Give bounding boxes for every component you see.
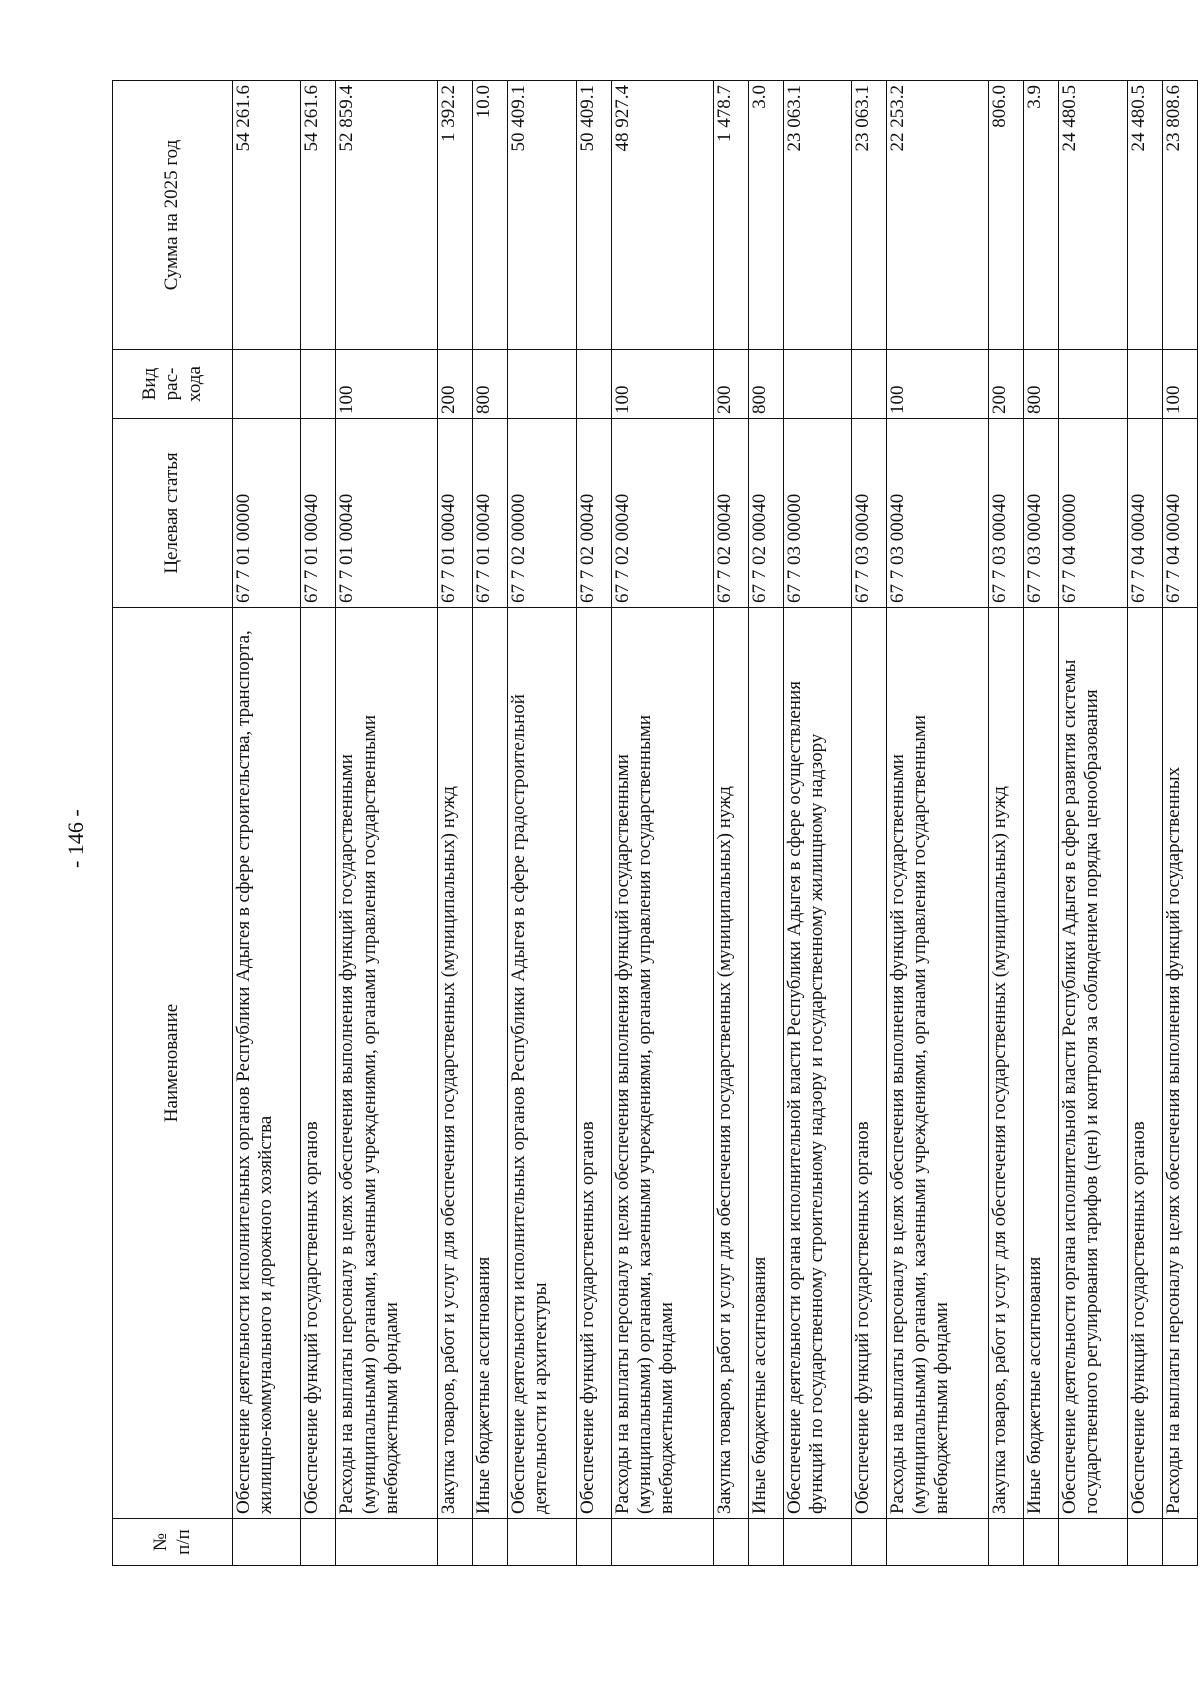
budget-table bbox=[112, 80, 1198, 1566]
header-name: Наименование bbox=[113, 608, 233, 1519]
row-sum-cell: 22 253.2 bbox=[887, 81, 989, 350]
row-kind-cell: 100 bbox=[1162, 350, 1197, 419]
row-name-cell: Обеспечение функций государственных органов bbox=[1127, 608, 1162, 1519]
row-name-cell: Иные бюджетные ассигнования bbox=[748, 608, 783, 1519]
row-target-cell: 67 7 02 00040 bbox=[576, 419, 611, 608]
row-target-cell: 67 7 03 00040 bbox=[1024, 419, 1059, 608]
row-kind-cell bbox=[783, 350, 851, 419]
row-kind-cell: 200 bbox=[713, 350, 748, 419]
row-number-cell bbox=[887, 1519, 989, 1566]
row-kind-cell: 800 bbox=[473, 350, 508, 419]
row-sum-cell: 48 927.4 bbox=[611, 81, 713, 350]
table-row bbox=[336, 81, 438, 1566]
table-row bbox=[1162, 81, 1197, 1566]
row-sum-cell: 50 409.1 bbox=[508, 81, 576, 350]
table-row bbox=[508, 81, 576, 1566]
row-kind-cell bbox=[1059, 350, 1127, 419]
table-row bbox=[1024, 81, 1059, 1566]
row-target-cell: 67 7 02 00000 bbox=[508, 419, 576, 608]
row-target-cell: 67 7 03 00000 bbox=[783, 419, 851, 608]
header-num: № п/п bbox=[113, 1519, 233, 1566]
row-number-cell bbox=[576, 1519, 611, 1566]
row-number-cell bbox=[233, 1519, 301, 1566]
row-sum-cell: 1 478.7 bbox=[713, 81, 748, 350]
row-sum-cell: 24 480.5 bbox=[1127, 81, 1162, 350]
table-row bbox=[576, 81, 611, 1566]
row-sum-cell: 52 859.4 bbox=[336, 81, 438, 350]
row-name-cell: Обеспечение деятельности органа исполнительной власти Республики Адыгея в сфере осуществления функций по государственному строительному надзору и государственному жилищному надзору bbox=[783, 608, 851, 1519]
row-number-cell bbox=[989, 1519, 1024, 1566]
row-kind-cell: 100 bbox=[336, 350, 438, 419]
table-row bbox=[887, 81, 989, 1566]
row-sum-cell: 23 808.6 bbox=[1162, 81, 1197, 350]
row-target-cell: 67 7 01 00040 bbox=[438, 419, 473, 608]
row-sum-cell: 1 392.2 bbox=[438, 81, 473, 350]
row-number-cell bbox=[852, 1519, 887, 1566]
row-name-cell: Обеспечение функций государственных органов bbox=[301, 608, 336, 1519]
table-row bbox=[301, 81, 336, 1566]
table-body bbox=[233, 81, 1198, 1566]
row-target-cell: 67 7 01 00000 bbox=[233, 419, 301, 608]
row-target-cell: 67 7 04 00040 bbox=[1127, 419, 1162, 608]
row-sum-cell: 23 063.1 bbox=[852, 81, 887, 350]
row-name-cell: Обеспечение функций государственных органов bbox=[576, 608, 611, 1519]
table-header-row bbox=[113, 81, 233, 1566]
row-number-cell bbox=[438, 1519, 473, 1566]
row-number-cell bbox=[1127, 1519, 1162, 1566]
table-row bbox=[473, 81, 508, 1566]
row-target-cell: 67 7 01 00040 bbox=[473, 419, 508, 608]
table-row bbox=[1059, 81, 1127, 1566]
row-name-cell: Закупка товаров, работ и услуг для обеспечения государственных (муниципальных) нужд bbox=[989, 608, 1024, 1519]
row-sum-cell: 10.0 bbox=[473, 81, 508, 350]
row-sum-cell: 24 480.5 bbox=[1059, 81, 1127, 350]
row-number-cell bbox=[301, 1519, 336, 1566]
row-target-cell: 67 7 02 00040 bbox=[611, 419, 713, 608]
row-kind-cell: 100 bbox=[887, 350, 989, 419]
row-number-cell bbox=[1162, 1519, 1197, 1566]
row-target-cell: 67 7 02 00040 bbox=[748, 419, 783, 608]
row-number-cell bbox=[783, 1519, 851, 1566]
row-name-cell: Иные бюджетные ассигнования bbox=[1024, 608, 1059, 1519]
row-sum-cell: 3.0 bbox=[748, 81, 783, 350]
row-sum-cell: 23 063.1 bbox=[783, 81, 851, 350]
row-number-cell bbox=[748, 1519, 783, 1566]
header-kind: Вид рас-хода bbox=[113, 350, 233, 419]
row-number-cell bbox=[1024, 1519, 1059, 1566]
row-kind-cell: 100 bbox=[611, 350, 713, 419]
row-sum-cell: 54 261.6 bbox=[301, 81, 336, 350]
row-name-cell: Иные бюджетные ассигнования bbox=[473, 608, 508, 1519]
row-number-cell bbox=[473, 1519, 508, 1566]
table-row bbox=[713, 81, 748, 1566]
row-kind-cell: 200 bbox=[438, 350, 473, 419]
row-name-cell: Обеспечение деятельности исполнительных органов Республики Адыгея в сфере градостроительной деятельности и архитектуры bbox=[508, 608, 576, 1519]
row-name-cell: Обеспечение деятельности исполнительных органов Республики Адыгея в сфере строительства, транспорта, жилищно-коммунального и дорожного хозяйства bbox=[233, 608, 301, 1519]
row-sum-cell: 54 261.6 bbox=[233, 81, 301, 350]
row-name-cell: Расходы на выплаты персоналу в целях обеспечения выполнения функций государственных bbox=[1162, 608, 1197, 1519]
row-kind-cell bbox=[301, 350, 336, 419]
row-target-cell: 67 7 03 00040 bbox=[887, 419, 989, 608]
header-sum: Сумма на 2025 год bbox=[113, 81, 233, 350]
row-name-cell: Расходы на выплаты персоналу в целях обеспечения выполнения функций государственными (муниципальными) органами, казенными учреждениями, органами управления государственными внебюджетными фондами bbox=[887, 608, 989, 1519]
row-kind-cell bbox=[233, 350, 301, 419]
row-kind-cell: 800 bbox=[748, 350, 783, 419]
row-number-cell bbox=[611, 1519, 713, 1566]
row-target-cell: 67 7 01 00040 bbox=[301, 419, 336, 608]
row-name-cell: Обеспечение функций государственных органов bbox=[852, 608, 887, 1519]
row-target-cell: 67 7 03 00040 bbox=[989, 419, 1024, 608]
header-target: Целевая статья bbox=[113, 419, 233, 608]
table-row bbox=[989, 81, 1024, 1566]
row-kind-cell bbox=[508, 350, 576, 419]
row-kind-cell: 200 bbox=[989, 350, 1024, 419]
row-kind-cell bbox=[1127, 350, 1162, 419]
table-row bbox=[438, 81, 473, 1566]
row-target-cell: 67 7 01 00040 bbox=[336, 419, 438, 608]
table-row bbox=[1127, 81, 1162, 1566]
row-name-cell: Обеспечение деятельности органа исполнительной власти Республики Адыгея в сфере развития системы государственного регулирования тарифов (цен) и контроля за соблюдением порядка ценообразования bbox=[1059, 608, 1127, 1519]
row-kind-cell bbox=[852, 350, 887, 419]
row-target-cell: 67 7 04 00040 bbox=[1162, 419, 1197, 608]
row-sum-cell: 50 409.1 bbox=[576, 81, 611, 350]
row-target-cell: 67 7 02 00040 bbox=[713, 419, 748, 608]
page-number: - 146 - bbox=[63, 809, 88, 868]
table-row bbox=[233, 81, 301, 1566]
row-kind-cell: 800 bbox=[1024, 350, 1059, 419]
table-row bbox=[783, 81, 851, 1566]
row-name-cell: Закупка товаров, работ и услуг для обеспечения государственных (муниципальных) нужд bbox=[713, 608, 748, 1519]
row-name-cell: Расходы на выплаты персоналу в целях обеспечения выполнения функций государственными (муниципальными) органами, казенными учреждениями, органами управления государственными внебюджетными фондами bbox=[336, 608, 438, 1519]
table-row bbox=[852, 81, 887, 1566]
row-number-cell bbox=[713, 1519, 748, 1566]
table-row bbox=[611, 81, 713, 1566]
row-number-cell bbox=[508, 1519, 576, 1566]
row-target-cell: 67 7 03 00040 bbox=[852, 419, 887, 608]
row-number-cell bbox=[336, 1519, 438, 1566]
table-row bbox=[748, 81, 783, 1566]
row-sum-cell: 806.0 bbox=[989, 81, 1024, 350]
row-target-cell: 67 7 04 00000 bbox=[1059, 419, 1127, 608]
row-sum-cell: 3.9 bbox=[1024, 81, 1059, 350]
row-number-cell bbox=[1059, 1519, 1127, 1566]
row-name-cell: Расходы на выплаты персоналу в целях обеспечения выполнения функций государственными (муниципальными) органами, казенными учреждениями, органами управления государственными внебюджетными фондами bbox=[611, 608, 713, 1519]
rotated-table-wrapper bbox=[112, 85, 1198, 1566]
row-kind-cell bbox=[576, 350, 611, 419]
row-name-cell: Закупка товаров, работ и услуг для обеспечения государственных (муниципальных) нужд bbox=[438, 608, 473, 1519]
